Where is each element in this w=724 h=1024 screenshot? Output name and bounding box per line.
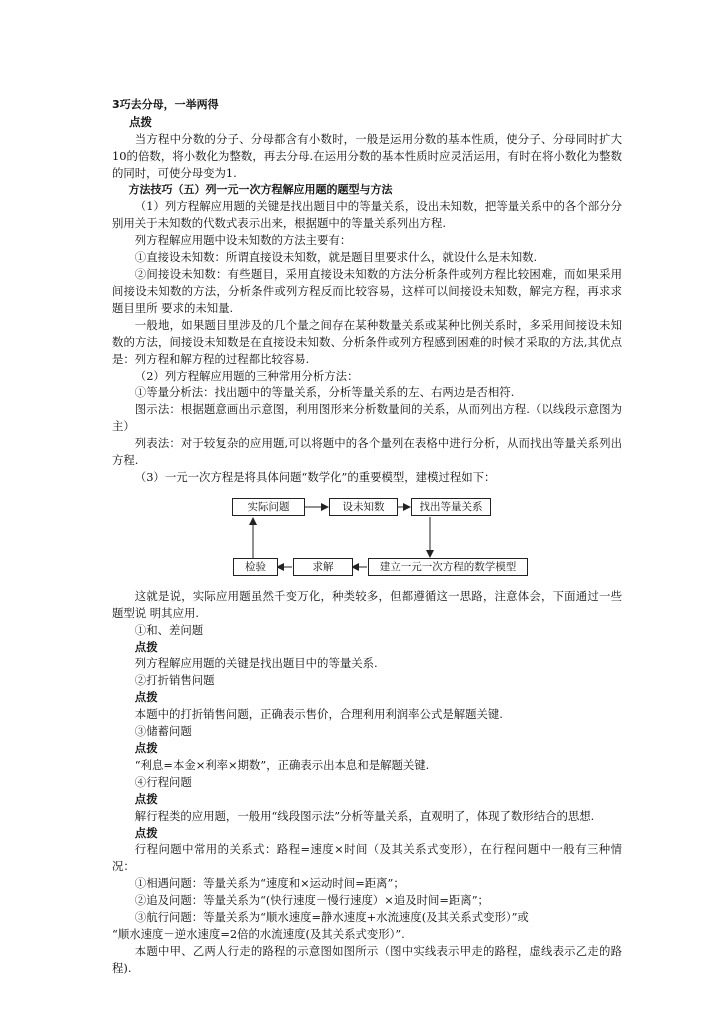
- box-find-equality: 找出等量关系: [411, 498, 491, 516]
- paragraph: ①等量分析法：找出题中的等量关系，分析等量关系的左、右两边是否相符.: [134, 385, 515, 400]
- section-title: 3巧去分母，一举两得: [112, 98, 219, 111]
- tip-label: 点拨: [134, 741, 158, 755]
- paragraph: 当方程中分数的分子、分母都含有小数时，一般是运用分数的基本性质，使分子、分母同时扩大10的倍数，将小数化为整数，再去分母.在运用分数的基本性质时应灵活运用，有时在将小数化为整数的同时，可使分母变为1.: [112, 131, 622, 180]
- box-verify: 检验: [233, 558, 278, 576]
- paragraph: 列方程解应用题中设未知数的方法主要有：: [134, 233, 352, 248]
- box-set-unknown: 设未知数: [329, 498, 398, 516]
- document-page: [112, 97, 622, 977]
- tip-label: 点拨: [134, 639, 158, 654]
- paragraph: ①直接设未知数：所谓直接设未知数，就是题目里要求什么，就设什么是未知数.: [134, 250, 538, 265]
- tip-label: 点拨: [134, 825, 158, 840]
- list-item: ③航行问题：等量关系为“顺水速度=静水速度+水流速度(及其关系式变形）”或: [134, 910, 529, 925]
- paragraph: 行程问题中常用的关系式：路程=速度×时间（及其关系式变形），在行程问题中一般有三种情况：: [112, 842, 622, 874]
- paragraph: （1）列方程解应用题的关键是找出题目中的等量关系，设出未知数，把等量关系中的各个部分分别用关于未知数的代数式表示出来，根据题中的等量关系列出方程.: [112, 199, 622, 231]
- paragraph: 解行程类的应用题，一般用“线段图示法”分析等量关系，直观明了，体现了数形结合的思想.: [134, 808, 595, 823]
- paragraph: （2）列方程解应用题的三种常用分析方法：: [134, 368, 359, 383]
- topic-title: ①和、差问题: [134, 622, 204, 637]
- topic-title: ④行程问题: [134, 774, 192, 789]
- topic-title: ②打折销售问题: [134, 673, 215, 688]
- list-item: “顺水速度－逆水速度=2倍的水流速度(及其关系式变形）”.: [112, 926, 405, 941]
- tip-label: 点拨: [134, 690, 158, 705]
- paragraph: “利息=本金×利率×期数”，正确表示出本息和是解题关键.: [134, 757, 430, 772]
- paragraph: （3）一元一次方程是将具体问题“数学化”的重要模型，建模过程如下：: [134, 469, 496, 484]
- paragraph: 列方程解应用题的关键是找出题目中的等量关系.: [134, 656, 378, 671]
- method-title: 方法技巧（五）列一元一次方程解应用题的题型与方法: [128, 182, 393, 196]
- box-actual-problem: 实际问题: [232, 498, 305, 516]
- tip-label: 点拨: [134, 791, 158, 806]
- paragraph: 列表法：对于较复杂的应用题,可以将题中的各个量列在表格中进行分析，从而找出等量关系列出方程.: [112, 436, 622, 468]
- paragraph: 这就是说，实际应用题虽然千变万化，种类较多，但都遵循这一思路，注意体会，下面通过一些题型说 明其应用.: [112, 588, 622, 620]
- modeling-flowchart: [112, 490, 622, 582]
- box-build-model: 建立一元一次方程的数学模型: [368, 558, 528, 576]
- paragraph: 一般地，如果题目里涉及的几个量之间存在某种数量关系或某种比例关系时，多采用间接设未知数的方法，间接设未知数是在直接设未知数、分析条件或列方程感到困难的时候才采取的方法,其优点是：列方程和解方程的过程都比较容易.: [112, 317, 622, 366]
- box-solve: 求解: [293, 558, 353, 576]
- paragraph: 本题中甲、乙两人行走的路程的示意图如图所示（图中实线表示甲走的路程，虚线表示乙走的路程).: [112, 943, 622, 975]
- list-item: ②追及问题：等量关系为“(快行速度－慢行速度）×追及时间=距离”；: [134, 893, 489, 908]
- topic-title: ③储蓄问题: [134, 724, 192, 739]
- paragraph: 本题中的打折销售问题，正确表示售价，合理利用利润率公式是解题关键.: [134, 707, 503, 722]
- tip-label: 点拨: [129, 114, 152, 129]
- paragraph: ②间接设未知数：有些题目，采用直接设未知数的方法分析条件或列方程比较困难，而如果采用间接设未知数的方法，分析条件或列方程反而比较容易，这样可以间接设未知数，解完方程，再求求题目里所 要求的未知量.: [112, 267, 622, 315]
- paragraph: 图示法：根据题意画出示意图，利用图形来分析数量间的关系，从而列出方程.（以线段示意图为主）: [112, 402, 622, 434]
- list-item: ①相遇问题：等量关系为“速度和×运动时间=距离”；: [134, 876, 405, 891]
